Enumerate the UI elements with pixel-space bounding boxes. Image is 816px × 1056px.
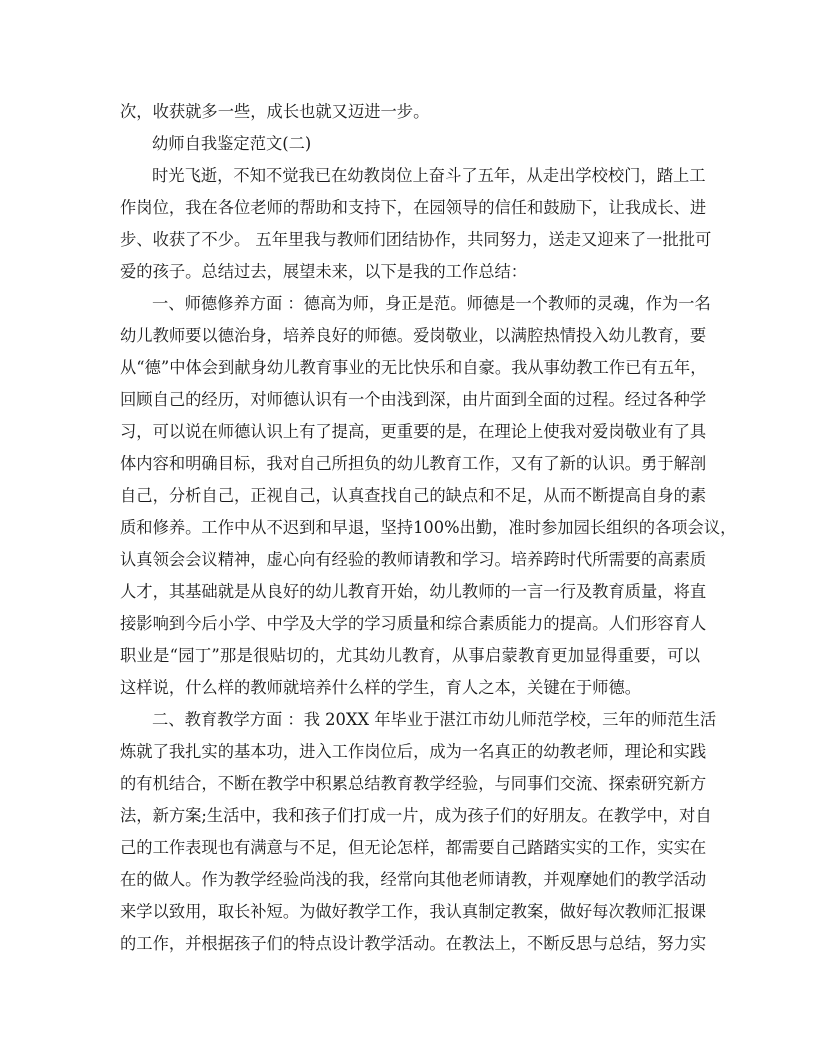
paragraph-line: 回顾自己的经历，对师德认识有一个由浅到深，由片面到全面的过程。经过各种学 — [120, 390, 707, 409]
paragraph-line: 职业是“园丁”那是很贴切的，尤其幼儿教育，从事启蒙教育更加显得重要，可以 — [120, 646, 700, 665]
paragraph-line: 步、收获了不少。 五年里我与教师们团结协作，共同努力，送走又迎来了一批批可 — [120, 230, 712, 249]
paragraph-line: 人才，其基础就是从良好的幼儿教育开始，幼儿教师的一言一行及教育质量，将直 — [120, 582, 707, 601]
paragraph-line: 次，收获就多一些，成长也就又迈进一步。 — [120, 102, 430, 121]
paragraph-line: 的工作，并根据孩子们的特点设计教学活动。在教法上，不断反思与总结，努力实 — [120, 934, 707, 953]
paragraph-line: 自己，分析自己，正视自己，认真查找自己的缺点和不足，从而不断提高自身的素 — [120, 486, 707, 505]
paragraph-line: 在的做人。作为教学经验尚浅的我，经常向其他老师请教，并观摩她们的教学活动 — [120, 870, 707, 889]
paragraph-line: 二、教育教学方面 ：我 20XX 年毕业于湛江市幼儿师范学校，三年的师范生活 — [152, 710, 717, 729]
paragraph-line: 己的工作表现也有满意与不足，但无论怎样，都需要自己踏踏实实的工作，实实在 — [120, 838, 707, 857]
paragraph-line: 习，可以说在师德认识上有了提高，更重要的是，在理论上使我对爱岗敬业有了具 — [120, 422, 707, 441]
paragraph-line: 法，新方案;生活中，我和孩子们打成一片，成为孩子们的好朋友。在教学中，对自 — [120, 806, 712, 825]
paragraph-line: 体内容和明确目标，我对自己所担负的幼儿教育工作，又有了新的认识。勇于解剖 — [120, 454, 707, 473]
paragraph-line: 时光飞逝，不知不觉我已在幼教岗位上奋斗了五年，从走出学校校门，踏上工 — [152, 166, 706, 185]
paragraph-line: 这样说，什么样的教师就培养什么样的学生，育人之本，关键在于师德。 — [120, 678, 642, 697]
paragraph-line: 从“德”中体会到献身幼儿教育事业的无比快乐和自豪。我从事幼教工作已有五年， — [120, 358, 707, 377]
section-heading: 幼师自我鉴定范文(二) — [152, 134, 312, 153]
paragraph-line: 一、师德修养方面 ：德高为师，身正是范。师德是一个教师的灵魂，作为一名 — [152, 294, 711, 313]
paragraph-line: 爱的孩子。总结过去，展望未来，以下是我的工作总结： — [120, 262, 528, 281]
paragraph-line: 质和修养。工作中从不迟到和早退，坚持100%出勤，准时参加园长组织的各项会议， — [120, 518, 737, 537]
paragraph-line: 的有机结合，不断在教学中积累总结教育教学经验，与同事们交流、探索研究新方 — [120, 774, 707, 793]
paragraph-line: 认真领会会议精神，虚心向有经验的教师请教和学习。培养跨时代所需要的高素质 — [120, 550, 707, 569]
paragraph-line: 作岗位，我在各位老师的帮助和支持下，在园领导的信任和鼓励下，让我成长、进 — [120, 198, 707, 217]
paragraph-line: 来学以致用，取长补短。为做好教学工作，我认真制定教案，做好每次教师汇报课 — [120, 902, 707, 921]
paragraph-line: 炼就了我扎实的基本功，进入工作岗位后，成为一名真正的幼教老师，理论和实践 — [120, 742, 707, 761]
paragraph-line: 接影响到今后小学、中学及大学的学习质量和综合素质能力的提高。人们形容育人 — [120, 614, 707, 633]
paragraph-line: 幼儿教师要以德治身，培养良好的师德。爱岗敬业，以满腔热情投入幼儿教育，要 — [120, 326, 707, 345]
